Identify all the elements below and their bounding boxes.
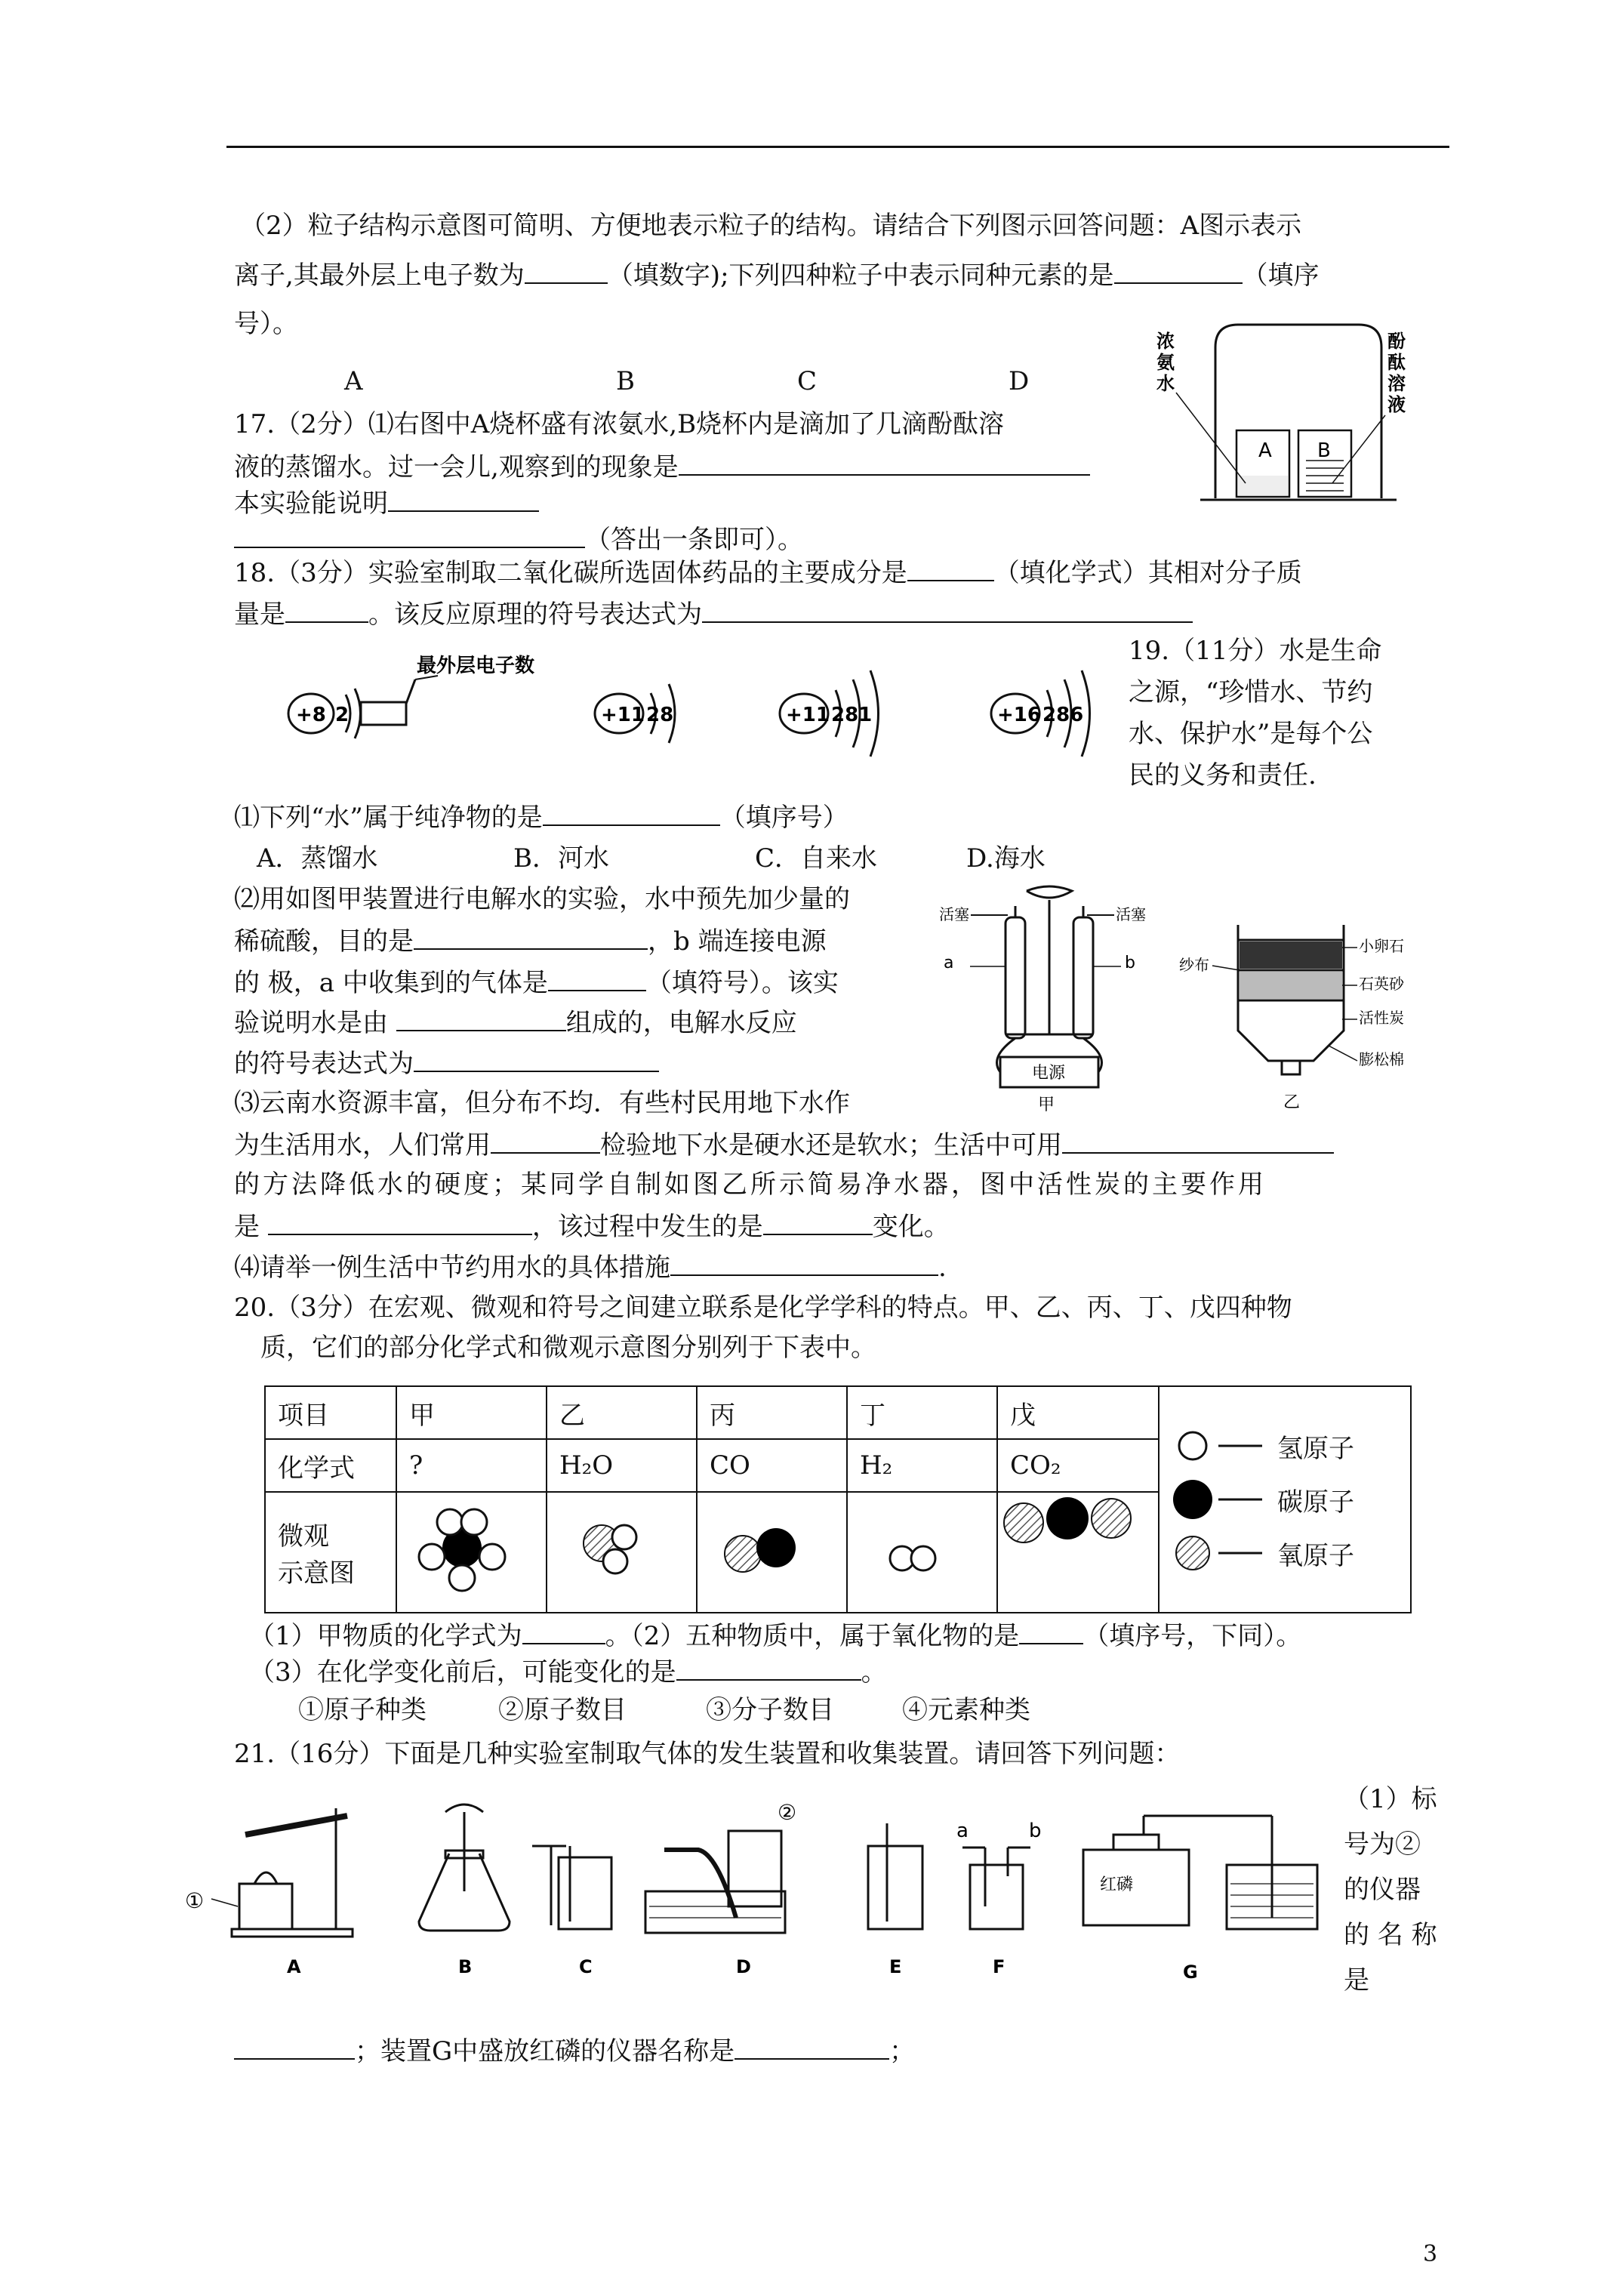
q18-line1: 18.（3分）实验室制取二氧化碳所选固体药品的主要成分是 （填化学式）其相对分子质 bbox=[234, 558, 1302, 588]
svg-text:溶: 溶 bbox=[1387, 373, 1406, 394]
phenolphthalein-label: 酚 bbox=[1387, 331, 1406, 352]
label-a: A bbox=[344, 366, 363, 396]
page-number: 3 bbox=[1423, 2241, 1438, 2267]
svg-text:a: a bbox=[944, 954, 954, 972]
answer-blank[interactable] bbox=[543, 803, 720, 826]
molecule-wu bbox=[997, 1492, 1159, 1613]
answer-blank[interactable] bbox=[525, 261, 608, 284]
svg-text:氨: 氨 bbox=[1156, 352, 1175, 373]
electrolysis-apparatus-figure bbox=[936, 883, 1163, 1117]
svg-text:281: 281 bbox=[831, 704, 873, 726]
q17-line2: 液的蒸馏水。过一会儿,观察到的现象是 bbox=[234, 453, 1090, 480]
legend-carbon: 碳原子 bbox=[1277, 1487, 1354, 1518]
answer-blank[interactable] bbox=[414, 927, 648, 950]
q20-choice-3: ③分子数目 bbox=[706, 1695, 834, 1725]
svg-text:+11: +11 bbox=[786, 704, 830, 726]
q19-p2-line2: 稀硫酸，目的是 ，b 端连接电源 bbox=[234, 926, 827, 957]
q21-line1: 21.（16分）下面是几种实验室制取气体的发生装置和收集装置。请回答下列问题： bbox=[234, 1739, 1181, 1769]
q16-line3: 号）。 bbox=[234, 309, 298, 339]
svg-text:膨松棉: 膨松棉 bbox=[1359, 1050, 1404, 1068]
answer-blank[interactable] bbox=[234, 525, 585, 548]
q19-option-a: A．蒸馏水 bbox=[257, 843, 378, 874]
q19-p3-line3: 的方法降低水的硬度；某同学自制如图乙所示简易净水器，图中活性炭的主要作用 bbox=[234, 1170, 1267, 1200]
q19-p2-line3: 的 极，a 中收集到的气体是 （填符号）。该实 bbox=[234, 968, 839, 998]
table-header: 乙 bbox=[547, 1386, 697, 1439]
table-header: 甲 bbox=[396, 1386, 547, 1439]
label-c: C bbox=[797, 366, 818, 396]
formula-cell: ? bbox=[396, 1439, 547, 1492]
q19-intro-1: 19.（11分）水是生命 bbox=[1129, 636, 1382, 666]
q21-side-1: （1）标 bbox=[1344, 1784, 1437, 1814]
molecule-jia bbox=[396, 1492, 547, 1613]
q21-side-5: 是 bbox=[1344, 1965, 1369, 1996]
q20-choice-1: ①原子种类 bbox=[298, 1695, 427, 1725]
app-label: G bbox=[1183, 1962, 1198, 1983]
svg-text:b: b bbox=[1125, 954, 1135, 972]
q21-side-3: 的仪器 bbox=[1344, 1875, 1421, 1905]
app-label: D bbox=[736, 1956, 751, 1977]
micro-label: 微观 示意图 bbox=[265, 1492, 396, 1613]
label-b: B bbox=[616, 366, 635, 396]
gas-apparatus-figure bbox=[185, 1793, 1332, 1983]
red-phosphorus-label: 红磷 bbox=[1100, 1875, 1134, 1894]
svg-text:乙: 乙 bbox=[1283, 1093, 1301, 1112]
q19-option-d: D.海水 bbox=[966, 843, 1046, 874]
answer-blank[interactable] bbox=[676, 1658, 861, 1681]
formula-cell: H₂ bbox=[847, 1439, 997, 1492]
beaker-b-label: B bbox=[1317, 439, 1331, 462]
q19-p2-line1: ⑵用如图甲装置进行电解水的实验，水中预先加少量的 bbox=[234, 884, 850, 914]
svg-text:28: 28 bbox=[646, 704, 674, 726]
svg-text:纱布: 纱布 bbox=[1179, 956, 1209, 974]
q19-p3-line2: 为生活用水，人们常用 检验地下水是硬水还是软水；生活中可用 bbox=[234, 1131, 1334, 1158]
q20-choice-4: ④元素种类 bbox=[902, 1695, 1030, 1725]
q17-line4: （答出一条即可）。 bbox=[234, 525, 803, 553]
formula-cell: CO bbox=[697, 1439, 847, 1492]
svg-text:活塞: 活塞 bbox=[1116, 905, 1146, 923]
answer-blank[interactable] bbox=[396, 1009, 566, 1031]
answer-blank[interactable] bbox=[1114, 261, 1243, 284]
molecule-bing bbox=[697, 1492, 847, 1613]
q18-line2: 量是 。该反应原理的符号表达式为 bbox=[234, 600, 1193, 627]
q21-side-4: 的 名 称 bbox=[1344, 1920, 1437, 1950]
answer-blank[interactable] bbox=[735, 2037, 889, 2060]
answer-blank[interactable] bbox=[491, 1131, 600, 1154]
table-header: 丙 bbox=[697, 1386, 847, 1439]
answer-blank[interactable] bbox=[234, 2037, 355, 2060]
q19-p2-line5: 的符号表达式为 bbox=[234, 1049, 659, 1077]
q19-option-c: C．自来水 bbox=[755, 843, 878, 874]
svg-text:水: 水 bbox=[1156, 373, 1175, 394]
q19-option-b: B．河水 bbox=[513, 843, 609, 874]
ammonia-diffusion-figure bbox=[1155, 317, 1412, 510]
app-label: F bbox=[993, 1956, 1006, 1977]
answer-blank[interactable] bbox=[763, 1213, 873, 1235]
q17-line1: 17.（2分）⑴右图中A烧杯盛有浓氨水,B烧杯内是滴加了几滴酚酞溶 bbox=[234, 409, 1005, 439]
mark-1: ① bbox=[185, 1888, 205, 1913]
svg-text:液: 液 bbox=[1387, 394, 1406, 415]
answer-blank[interactable] bbox=[285, 600, 368, 623]
app-label: C bbox=[579, 1956, 593, 1977]
answer-blank[interactable] bbox=[268, 1213, 532, 1235]
svg-text:286: 286 bbox=[1042, 704, 1084, 726]
svg-text:活塞: 活塞 bbox=[939, 905, 969, 923]
answer-blank[interactable] bbox=[679, 453, 1090, 476]
molecule-table bbox=[264, 1385, 1412, 1613]
svg-text:+16: +16 bbox=[997, 704, 1041, 726]
q20-sub1: （1）甲物质的化学式为 。（2）五种物质中，属于氧化物的是 （填序号，下同）。 bbox=[249, 1621, 1302, 1651]
svg-text:石英砂: 石英砂 bbox=[1359, 975, 1404, 993]
legend-hydrogen: 氢原子 bbox=[1277, 1433, 1354, 1464]
answer-blank[interactable] bbox=[522, 1622, 605, 1644]
answer-blank[interactable] bbox=[414, 1049, 659, 1072]
q19-intro-3: 水、保护水”是每个公 bbox=[1129, 719, 1373, 749]
beaker-a-label: A bbox=[1258, 439, 1272, 462]
q21-last-line: ；装置G中盛放红磷的仪器名称是 ； bbox=[234, 2037, 915, 2064]
answer-blank[interactable] bbox=[907, 559, 994, 581]
q16-line2: 离子,其最外层上电子数为 （填数字);下列四种粒子中表示同种元素的是 （填序 bbox=[234, 260, 1320, 291]
q20-choice-2: ②原子数目 bbox=[498, 1695, 627, 1725]
molecule-yi bbox=[547, 1492, 697, 1613]
app-label: A bbox=[287, 1956, 301, 1977]
q20-sub3: （3）在化学变化前后，可能变化的是 。 bbox=[249, 1657, 887, 1687]
molecule-ding bbox=[847, 1492, 997, 1613]
answer-blank[interactable] bbox=[1062, 1131, 1334, 1154]
svg-text:2: 2 bbox=[335, 704, 350, 726]
q19-p3-line4: 是 ，该过程中发生的是 变化。 bbox=[234, 1212, 950, 1242]
svg-text:+11: +11 bbox=[601, 704, 645, 726]
table-header: 项目 bbox=[265, 1386, 396, 1439]
conc-ammonia-label: 浓 bbox=[1156, 331, 1175, 352]
q16-line1: （2）粒子结构示意图可简明、方便地表示粒子的结构。请结合下列图示回答问题：A图示表示 bbox=[240, 211, 1302, 241]
header-rule bbox=[226, 146, 1449, 148]
legend-oxygen: 氧原子 bbox=[1277, 1540, 1354, 1571]
svg-text:电源: 电源 bbox=[1032, 1064, 1066, 1083]
svg-text:活性炭: 活性炭 bbox=[1359, 1009, 1404, 1027]
answer-blank[interactable] bbox=[670, 1253, 938, 1276]
table-header: 丁 bbox=[847, 1386, 997, 1439]
svg-text:a: a bbox=[956, 1820, 969, 1842]
q19-p3-line1: ⑶云南水资源丰富，但分布不均．有些村民用地下水作 bbox=[234, 1088, 850, 1118]
atom-legend bbox=[1159, 1386, 1411, 1613]
q19-p2-line4: 验说明水是由 组成的，电解水反应 bbox=[234, 1008, 797, 1038]
q19-intro-4: 民的义务和责任. bbox=[1129, 760, 1317, 791]
svg-text:酞: 酞 bbox=[1387, 352, 1406, 373]
svg-text:+8: +8 bbox=[296, 704, 326, 726]
app-label: B bbox=[458, 1956, 473, 1977]
q19-intro-2: 之源，“珍惜水、节约 bbox=[1129, 677, 1373, 707]
formula-label: 化学式 bbox=[265, 1439, 396, 1492]
answer-blank[interactable] bbox=[1019, 1622, 1083, 1644]
q19-p4: ⑷请举一例生活中节约用水的具体措施 . bbox=[234, 1253, 947, 1283]
mark-2: ② bbox=[778, 1800, 797, 1825]
app-label: E bbox=[889, 1956, 902, 1977]
atom-structure-diagrams bbox=[279, 642, 1110, 755]
q20-line1: 20.（3分）在宏观、微观和符号之间建立联系是化学学科的特点。甲、乙、丙、丁、戊四种物 bbox=[234, 1293, 1292, 1323]
q19-p1: ⑴下列“水”属于纯净物的是 （填序号） bbox=[234, 803, 848, 833]
svg-text:甲: 甲 bbox=[1038, 1096, 1055, 1114]
formula-cell: CO₂ bbox=[997, 1439, 1159, 1492]
answer-blank[interactable] bbox=[388, 489, 539, 512]
table-header: 戊 bbox=[997, 1386, 1159, 1439]
water-purifier-figure bbox=[1178, 917, 1419, 1114]
answer-blank[interactable] bbox=[702, 600, 1193, 623]
answer-blank[interactable] bbox=[548, 969, 646, 991]
svg-text:小卵石: 小卵石 bbox=[1359, 937, 1404, 955]
outer-electron-label: 最外层电子数 bbox=[417, 655, 535, 677]
q21-side-2: 号为② bbox=[1344, 1829, 1421, 1860]
svg-text:b: b bbox=[1029, 1820, 1042, 1842]
q17-line3: 本实验能说明 bbox=[234, 489, 539, 516]
formula-cell: H₂O bbox=[547, 1439, 697, 1492]
label-d: D bbox=[1009, 366, 1030, 396]
q20-line2: 质，它们的部分化学式和微观示意图分别列于下表中。 bbox=[260, 1333, 876, 1363]
